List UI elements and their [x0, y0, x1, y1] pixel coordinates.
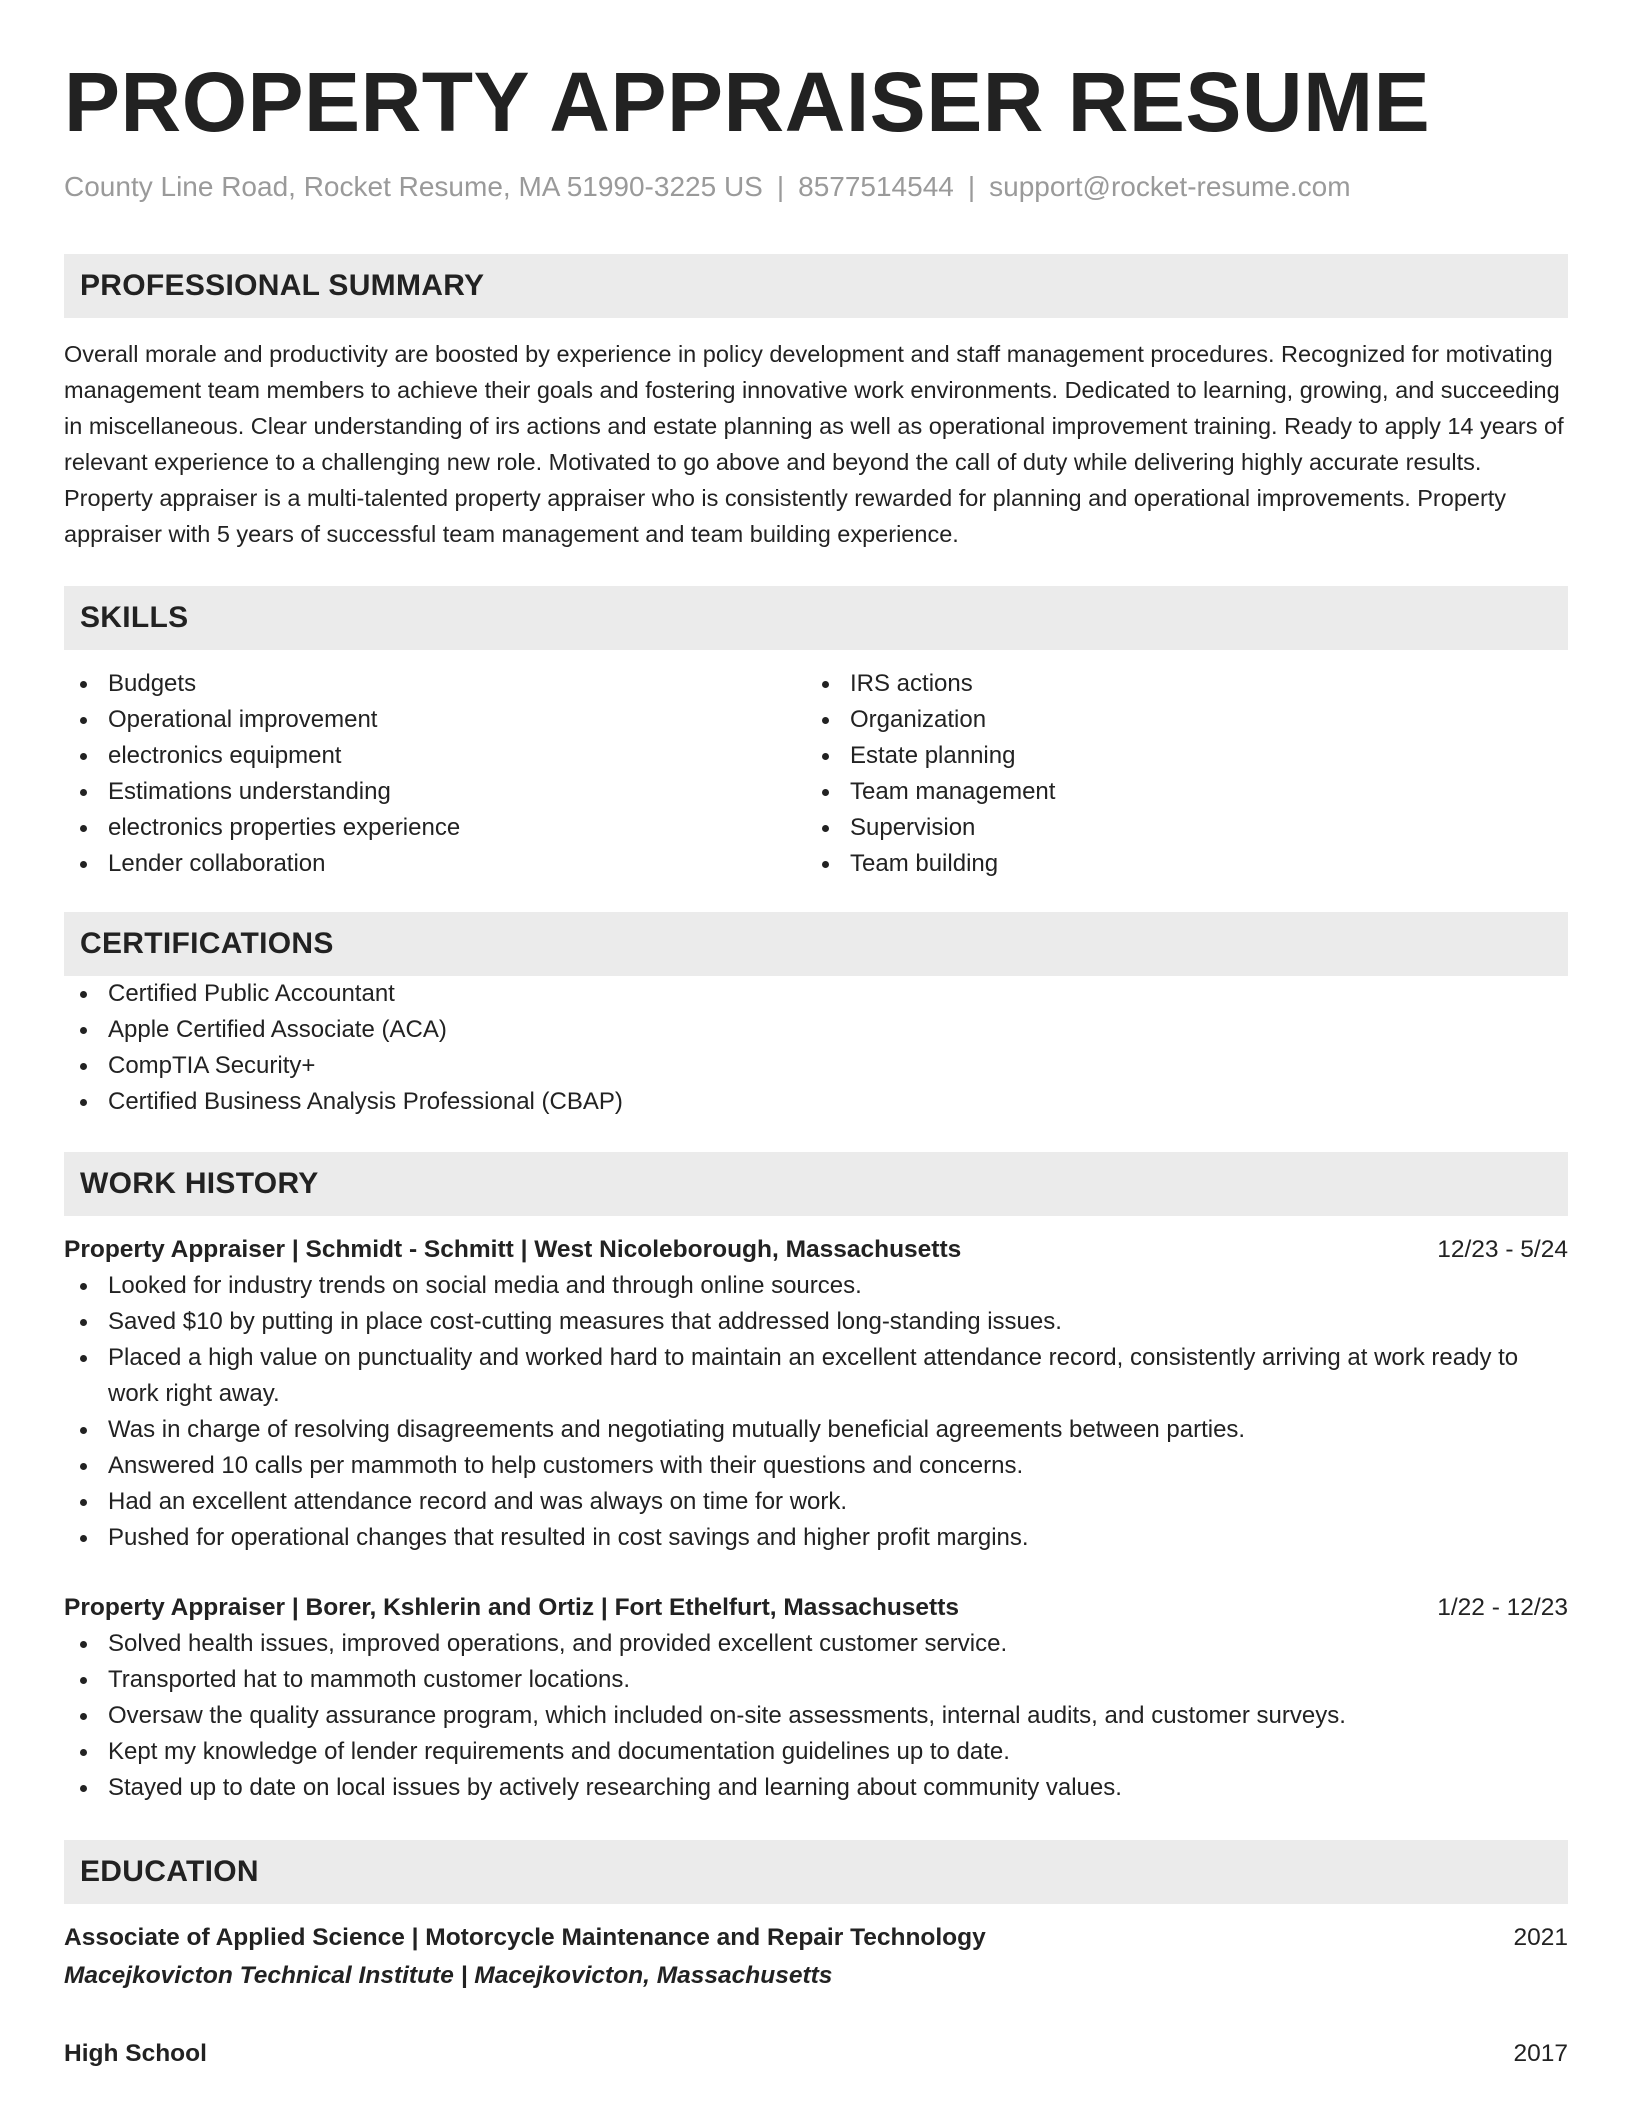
skill-item: Budgets	[64, 666, 806, 702]
skill-item: electronics properties experience	[64, 810, 806, 846]
certification-item: CompTIA Security+	[64, 1048, 1568, 1084]
job-bullet: Transported hat to mammoth customer locations.	[64, 1662, 1568, 1698]
education-degree: High School	[64, 2040, 207, 2067]
skill-item: Team management	[806, 774, 1548, 810]
contact-email: support@rocket-resume.com	[989, 171, 1351, 202]
contact-address: County Line Road, Rocket Resume, MA 51990-3225 US	[64, 171, 763, 202]
skills-grid	[64, 666, 1568, 882]
job-title: Property Appraiser | Borer, Kshlerin and Ortiz | Fort Ethelfurt, Massachusetts	[64, 1594, 960, 1621]
job-bullet: Saved $10 by putting in place cost-cutting measures that addressed long-standing issues.	[64, 1304, 1568, 1340]
education-year: 2017	[1513, 2040, 1568, 2067]
skills-list-right	[806, 666, 1548, 882]
education-year: 2021	[1513, 1924, 1568, 1951]
skills-column-right	[806, 666, 1548, 882]
contact-separator: |	[776, 171, 785, 202]
skill-item: Operational improvement	[64, 702, 806, 738]
job-bullet: Solved health issues, improved operations, and provided excellent customer service.	[64, 1626, 1568, 1662]
contact-separator: |	[967, 171, 976, 202]
job-dates: 12/23 - 5/24	[1437, 1236, 1568, 1263]
section-header-education: EDUCATION	[64, 1840, 1568, 1904]
education-school: Macejkovicton Technical Institute | Macejkovicton, Massachusetts	[64, 1962, 833, 1989]
skill-item: Organization	[806, 702, 1548, 738]
section-header-certifications: CERTIFICATIONS	[64, 912, 1568, 976]
job-bullet: Looked for industry trends on social media and through online sources.	[64, 1268, 1568, 1304]
job-bullets	[64, 1626, 1568, 1806]
resume-title: PROPERTY APPRAISER RESUME	[64, 55, 1431, 149]
job-bullet: Was in charge of resolving disagreements and negotiating mutually beneficial agreements between parties.	[64, 1412, 1568, 1448]
job-title: Property Appraiser | Schmidt - Schmitt | West Nicoleborough, Massachusetts	[64, 1236, 962, 1263]
job-bullets	[64, 1268, 1568, 1556]
certification-item: Certified Business Analysis Professional (CBAP)	[64, 1084, 1568, 1120]
education-degree: Associate of Applied Science | Motorcycle Maintenance and Repair Technology	[64, 1924, 986, 1951]
skill-item: electronics equipment	[64, 738, 806, 774]
section-header-summary: PROFESSIONAL SUMMARY	[64, 254, 1568, 318]
job-bullet: Placed a high value on punctuality and worked hard to maintain an excellent attendance record, consistently arriving at work ready to work right away.	[64, 1340, 1568, 1412]
skill-item: IRS actions	[806, 666, 1548, 702]
skills-list-left	[64, 666, 806, 882]
job-bullet: Kept my knowledge of lender requirements and documentation guidelines up to date.	[64, 1734, 1568, 1770]
certification-item: Apple Certified Associate (ACA)	[64, 1012, 1568, 1048]
skill-item: Estate planning	[806, 738, 1548, 774]
skill-item: Team building	[806, 846, 1548, 882]
education-heading	[64, 2036, 1568, 2072]
certifications-list	[64, 976, 1568, 1120]
contact-line	[64, 170, 1568, 204]
skill-item: Lender collaboration	[64, 846, 806, 882]
job-bullet: Pushed for operational changes that resulted in cost savings and higher profit margins.	[64, 1520, 1568, 1556]
education-heading	[64, 1920, 1568, 1956]
skills-column-left	[64, 666, 806, 882]
contact-phone: 8577514544	[798, 171, 954, 202]
skill-item: Supervision	[806, 810, 1548, 846]
section-header-work-history: WORK HISTORY	[64, 1152, 1568, 1216]
job-bullet: Had an excellent attendance record and was always on time for work.	[64, 1484, 1568, 1520]
skill-item: Estimations understanding	[64, 774, 806, 810]
job-bullet: Oversaw the quality assurance program, which included on-site assessments, internal audits, and customer surveys.	[64, 1698, 1568, 1734]
certification-item: Certified Public Accountant	[64, 976, 1568, 1012]
summary-text: Overall morale and productivity are boosted by experience in policy development and staff management procedures. Recognized for motivating management team members to achieve their goals and fostering innovative work environments. Dedicated to learning, growing, and succeeding in miscellaneous. Clear understanding of irs actions and estate planning as well as operational improvement training. Ready to apply 14 years of relevant experience to a challenging new role. Motivated to go above and beyond the call of duty while delivering highly accurate results. Property appraiser is a multi-talented property appraiser who is consistently rewarded for planning and operational improvements. Property appraiser with 5 years of successful team management and team building experience.	[64, 341, 1564, 547]
section-header-skills: SKILLS	[64, 586, 1568, 650]
job-bullet: Answered 10 calls per mammoth to help customers with their questions and concerns.	[64, 1448, 1568, 1484]
job-dates: 1/22 - 12/23	[1437, 1594, 1568, 1621]
job-bullet: Stayed up to date on local issues by actively researching and learning about community values.	[64, 1770, 1568, 1806]
job-heading	[64, 1232, 1568, 1268]
job-heading	[64, 1590, 1568, 1626]
